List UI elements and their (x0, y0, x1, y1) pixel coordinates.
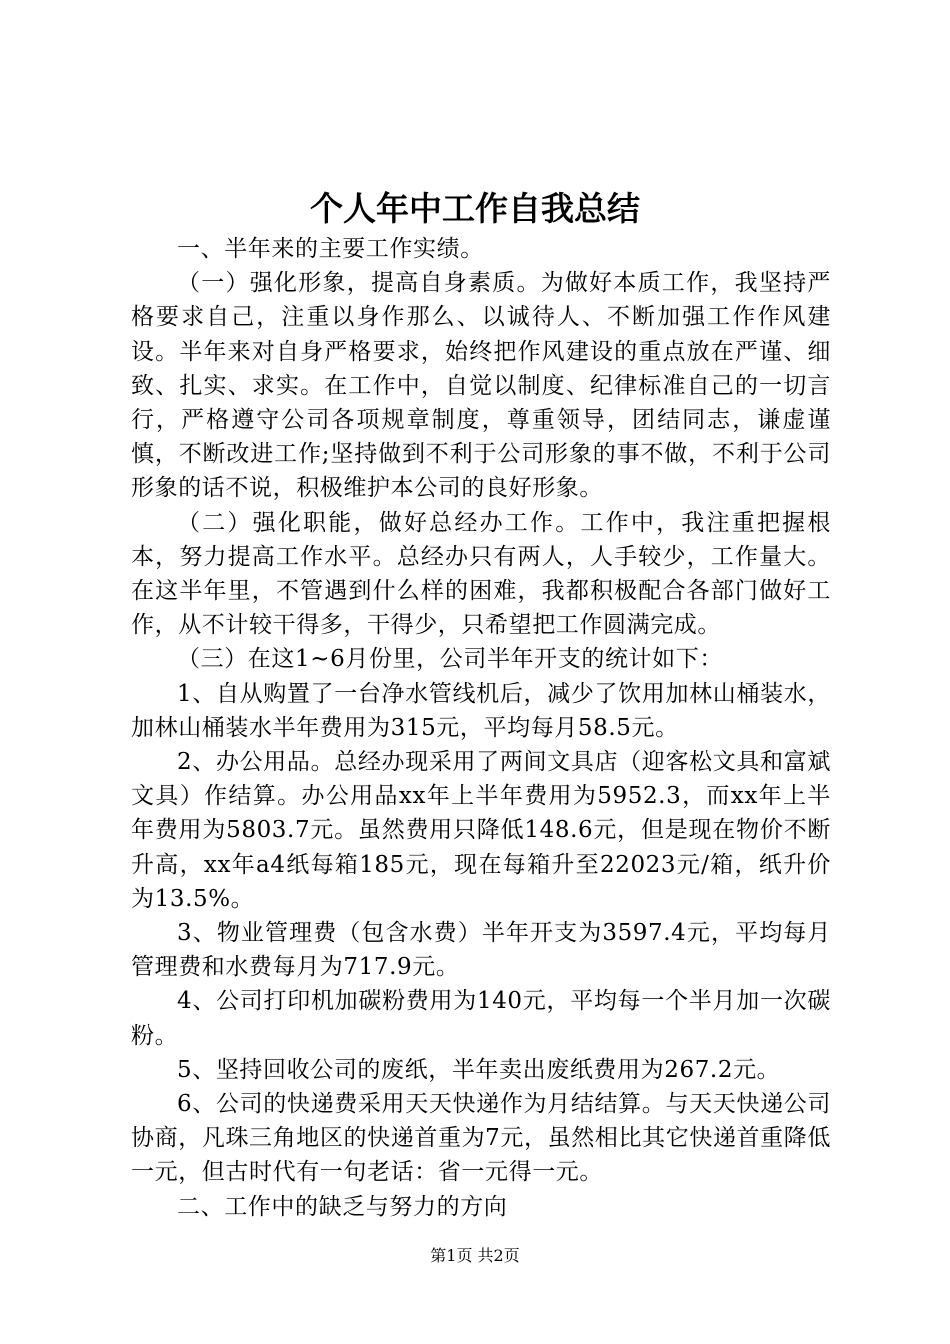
expense-item-property-fee: 3、物业管理费（包含水费）半年开支为3597.4元，平均每月管理费和水费每月为717.9元。 (131, 920, 831, 981)
document-title: 个人年中工作自我总结 (310, 189, 640, 228)
expense-item-water: 1、自从购置了一台净水管线机后，减少了饮用加林山桶装水，加林山桶装水半年费用为315元，平均每月58.5元。 (131, 680, 831, 741)
document-body (131, 232, 831, 1224)
paragraph-office-function: （二）强化职能，做好总经办工作。工作中，我注重把握根本，努力提高工作水平。总经办只有两人，人手较少，工作量大。在这半年里，不管遇到什么样的困难，我都积极配合各部门做好工作，从不计较干得多，干得少，只希望把工作圆满完成。 (131, 509, 831, 639)
page-number-footer: 第1页 共2页 (430, 1246, 520, 1265)
paragraph-image-quality: （一）强化形象，提高自身素质。为做好本质工作，我坚持严格要求自己，注重以身作那么、以诚待人、不断加强工作作风建设。半年来对自身严格要求，始终把作风建设的重点放在严谨、细致、扎实、求实。在工作中，自觉以制度、纪律标准自己的一切言行，严格遵守公司各项规章制度，尊重领导，团结同志，谦虚谨慎，不断改进工作;坚持做到不利于公司形象的事不做，不利于公司形象的话不说，积极维护本公司的良好形象。 (131, 270, 831, 502)
section-heading-shortcomings: 二、工作中的缺乏与努力的方向 (177, 1193, 508, 1220)
expense-item-express: 6、公司的快递费采用天天快递作为月结结算。与天天快递公司协商，凡珠三角地区的快递首重为7元，虽然相比其它快递首重降低一元，但古时代有一句老话：省一元得一元。 (131, 1091, 831, 1186)
expense-item-waste-paper: 5、坚持回收公司的废纸，半年卖出废纸费用为267.2元。 (177, 1056, 781, 1083)
expense-item-printer-toner: 4、公司打印机加碳粉费用为140元，平均每一个半月加一次碳粉。 (131, 988, 831, 1049)
paragraph-expense-intro: （三）在这1~6月份里，公司半年开支的统计如下： (177, 646, 723, 673)
section-heading-achievements: 一、半年来的主要工作实绩。 (177, 236, 484, 262)
expense-item-office-supplies: 2、办公用品。总经办现采用了两间文具店（迎客松文具和富斌文具）作结算。办公用品xx年上半年费用为5952.3，而xx年上半年费用为5803.7元。虽然费用只降低148.6元，但是现在物价不断升高，xx年a4纸每箱185元，现在每箱升至22023元/箱，纸升价为13.5%。 (131, 749, 831, 912)
